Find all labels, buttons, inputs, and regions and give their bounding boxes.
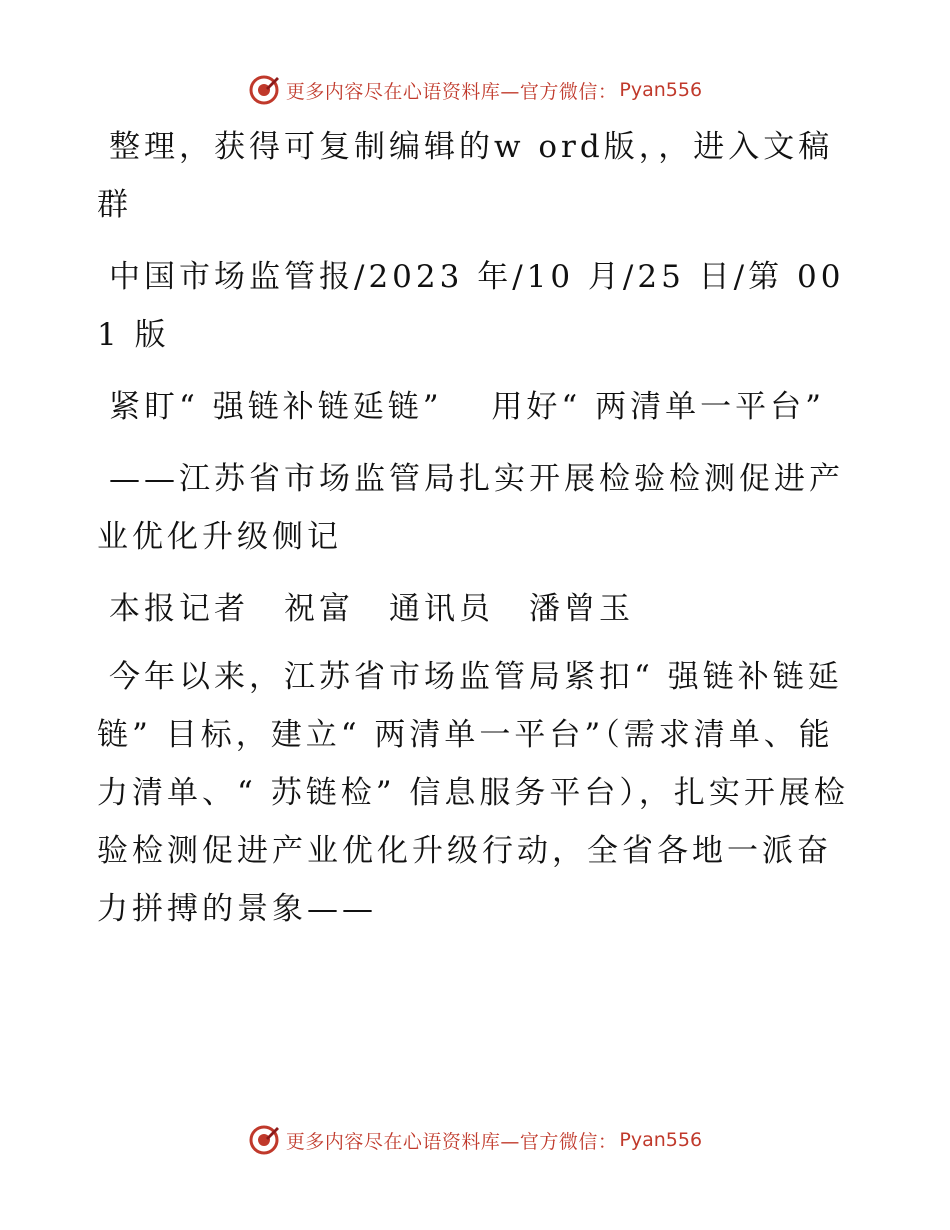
header-banner <box>0 70 950 110</box>
pen-seal-logo-icon <box>248 74 280 106</box>
wechat-id: Pyan556 <box>619 79 703 101</box>
banner-text: 更多内容尽在心语资料库—官方微信： <box>285 1130 618 1153</box>
source-line: 中国市场监管报/2023 年/10 月/25 日/第 001 版 <box>97 259 845 353</box>
document-body <box>97 118 857 952</box>
byline: 本报记者 祝富 通讯员 潘曾玉 <box>109 591 634 627</box>
wechat-id: Pyan556 <box>619 1129 703 1151</box>
body-paragraph: 今年以来，江苏省市场监管局紧扣“ 强链补链延链” 目标，建立“ 两清单一平台”（需求清单、能力清单、“ 苏链检” 信息服务平台），扎实开展检验检测促进产业优化升级行动，全省各地一派奋力拼搏的景象—— <box>97 659 849 927</box>
article-title: 紧盯“ 强链补链延链” 用好“ 两清单一平台” <box>109 389 825 425</box>
pen-seal-logo-icon <box>248 1124 280 1156</box>
banner-text: 更多内容尽在心语资料库—官方微信： <box>285 80 618 103</box>
editor-note: 整理，获得可复制编辑的w ord版，，进入文稿群 <box>97 129 834 223</box>
article-subtitle: ——江苏省市场监管局扎实开展检验检测促进产业优化升级侧记 <box>97 461 844 555</box>
footer-banner <box>0 1120 950 1160</box>
